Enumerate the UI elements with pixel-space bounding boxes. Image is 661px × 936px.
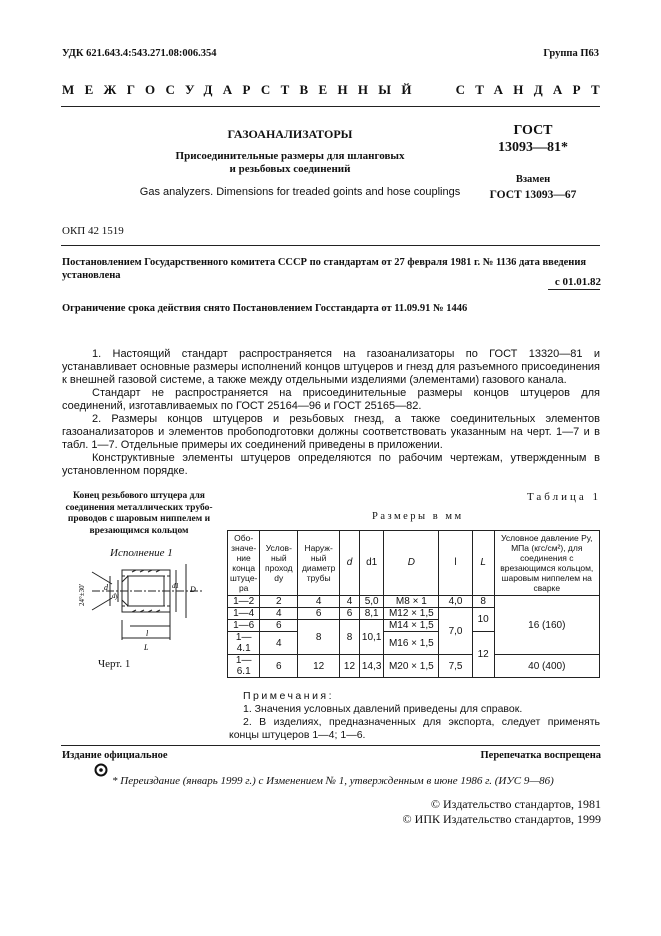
table-cell: 7,0 <box>439 608 472 655</box>
header-L: L <box>472 531 494 596</box>
table-row <box>228 596 600 608</box>
table-cell: 1—6 <box>228 620 260 632</box>
dim-d1-label: d1 <box>172 582 179 590</box>
header-d: d <box>340 531 360 596</box>
header-designation: Обо-значе-ние конца штуце-ра <box>228 531 260 596</box>
table-cell: 10 <box>472 608 494 632</box>
table-cell: 7,5 <box>439 655 472 678</box>
dim-l-label: l <box>146 629 149 638</box>
table-cell: 6 <box>340 608 360 620</box>
effective-date: с 01.01.82 <box>554 276 601 288</box>
group-code: Группа П63 <box>543 48 599 59</box>
udk-code: УДК 621.643.4:543.271.08:006.354 <box>62 48 217 59</box>
header-nominal-bore: Услов-ный проход dу <box>260 531 298 596</box>
english-title: Gas analyzers. Dimensions for treaded goints and hose couplings <box>139 186 461 198</box>
gost-label: ГОСТ <box>513 123 553 138</box>
header-outer-diameter: Наруж-ный диаметр трубы <box>298 531 340 596</box>
table-cell: 10,1 <box>359 620 383 655</box>
angle-label: 24°±30' <box>78 584 86 606</box>
table-cell: M20 × 1,5 <box>384 655 439 678</box>
dimensions-table <box>227 530 600 678</box>
table-units: Размеры в мм <box>372 511 464 522</box>
dim-d-label: d <box>104 583 108 592</box>
table-cell: 8 <box>472 596 494 608</box>
table-cell: 1—6.1 <box>228 655 260 678</box>
date-underline <box>548 289 600 290</box>
table-row <box>228 655 600 678</box>
table-cell: M8 × 1 <box>384 596 439 608</box>
standard-subtitle-2: и резьбовых соединений <box>229 163 351 175</box>
copyright-1999: © ИПК Издательство стандартов, 1999 <box>402 812 601 826</box>
gost-number: 13093—81* <box>498 140 568 155</box>
execution-label: Исполнение 1 <box>110 547 173 559</box>
official-edition: Издание официальное <box>62 750 168 761</box>
table-cell: 8 <box>340 620 360 655</box>
table-cell: M16 × 1,5 <box>384 632 439 655</box>
header-D: D <box>384 531 439 596</box>
table-cell: 1—4.1 <box>228 632 260 655</box>
paragraph-1: 1. Настоящий стандарт распространяется на газоанализаторы по ГОСТ 13320—81 и устанавливает основные размеры исполнений концов штуцеров и гнезд для разъемного присоединения к внешней газовой системе, а также между отдельными изделиями (элементами) газового канала. <box>62 348 600 386</box>
copyright-1981: © Издательство стандартов, 1981 <box>430 797 601 811</box>
table-cell: 4 <box>260 632 298 655</box>
table-header-row <box>228 531 600 596</box>
table-cell: 12 <box>340 655 360 678</box>
dim-D-label: D <box>190 585 196 594</box>
fitting-drawing <box>62 558 222 658</box>
table-cell: 4 <box>340 596 360 608</box>
table-cell: 12 <box>472 632 494 678</box>
figure-caption-line-1: Конец резьбового штуцера для <box>73 491 205 501</box>
table-cell: 6 <box>260 655 298 678</box>
reprint-notice: Перепечатка воспрещена <box>480 750 601 761</box>
paragraph-3: 2. Размеры концов штуцеров и резьбовых гнезд, а также соединительных элементов газоанализаторов и элементов пробоподготовки должны соответствовать указанным на черт. 1—7 и в табл. 1—7. Отдельные примеры их соединений приведены в приложении. <box>62 413 600 451</box>
paragraph-4: Конструктивные элементы штуцеров определяются по рабочим чертежам, утвержденным в установленном порядке. <box>62 452 600 477</box>
paragraph-2: Стандарт не распространяется на присоединительные размеры концов штуцеров для соединений, изготавливаемых по ГОСТ 25164—96 и ГОСТ 25165—82. <box>62 387 600 412</box>
standard-subtitle-1: Присоединительные размеры для шланговых <box>175 150 405 162</box>
okp-code: ОКП 42 1519 <box>62 225 124 237</box>
table-cell: 4 <box>298 596 340 608</box>
table-cell: 1—2 <box>228 596 260 608</box>
dim-L-label: L <box>144 643 149 652</box>
note-2: 2. В изделиях, предназначенных для экспорта, следует применять концы штуцеров 1—4; 1—6. <box>229 716 600 741</box>
table-cell: 5,0 <box>359 596 383 608</box>
table-cell: M12 × 1,5 <box>384 608 439 620</box>
dim-dy-label: dу <box>112 592 119 600</box>
header-rule <box>61 106 600 107</box>
table-cell-pressure-2: 40 (400) <box>494 655 599 678</box>
okp-rule <box>61 245 600 246</box>
reissue-note: * Переиздание (январь 1999 г.) с Изменением № 1, утвержденным в июне 1986 г. (ИУС 9—86) <box>112 775 554 787</box>
figure-caption-line-4: врезающимся кольцом <box>89 525 189 536</box>
notes-body <box>229 703 600 742</box>
header-l: l <box>439 531 472 596</box>
table-label: Таблица 1 <box>526 491 601 503</box>
figure-caption <box>56 491 222 537</box>
standard-title: ГАЗОАНАЛИЗАТОРЫ <box>227 127 353 141</box>
table-cell: 4 <box>260 608 298 620</box>
drawing-label: Черт. 1 <box>98 658 131 670</box>
quality-mark-icon <box>94 763 108 777</box>
table-cell: 6 <box>298 608 340 620</box>
table-cell: M14 × 1,5 <box>384 620 439 632</box>
banner-left: МЕЖГОСУДАРСТВЕННЫЙ <box>62 82 422 97</box>
table-cell: 8 <box>298 620 340 655</box>
footer-rule <box>61 745 600 746</box>
replaces-standard: ГОСТ 13093—67 <box>489 189 577 201</box>
table-cell: 6 <box>260 620 298 632</box>
table-cell: 12 <box>298 655 340 678</box>
figure-caption-line-3: проводов с шаровым ниппелем и <box>67 514 211 524</box>
resolution-text: Постановлением Государственного комитета СССР по стандартам от 27 февраля 1981 г. № 1136 дата введения установлена <box>62 257 587 281</box>
banner-right: СТАНДАРТ <box>455 82 610 97</box>
table-cell-pressure-1: 16 (160) <box>494 596 599 655</box>
header-pressure: Условное давление Pу, МПа (кгс/см²), для соединения с врезающимся кольцом, шаровым ниппелем на сварке <box>494 531 599 596</box>
table-cell: 4,0 <box>439 596 472 608</box>
table-cell: 14,3 <box>359 655 383 678</box>
body-text <box>62 348 600 478</box>
header-d1: d1 <box>359 531 383 596</box>
limitation-text: Ограничение срока действия снято Постановлением Госстандарта от 11.09.91 № 1446 <box>62 303 468 314</box>
figure-caption-line-2: соединения металлических трубо- <box>65 502 213 513</box>
replaces-label: Взамен <box>515 174 551 185</box>
notes-heading: Примечания: <box>243 690 335 702</box>
table-cell: 2 <box>260 596 298 608</box>
note-1: 1. Значения условных давлений приведены для справок. <box>243 703 523 715</box>
table-cell: 8,1 <box>359 608 383 620</box>
table-cell: 1—4 <box>228 608 260 620</box>
